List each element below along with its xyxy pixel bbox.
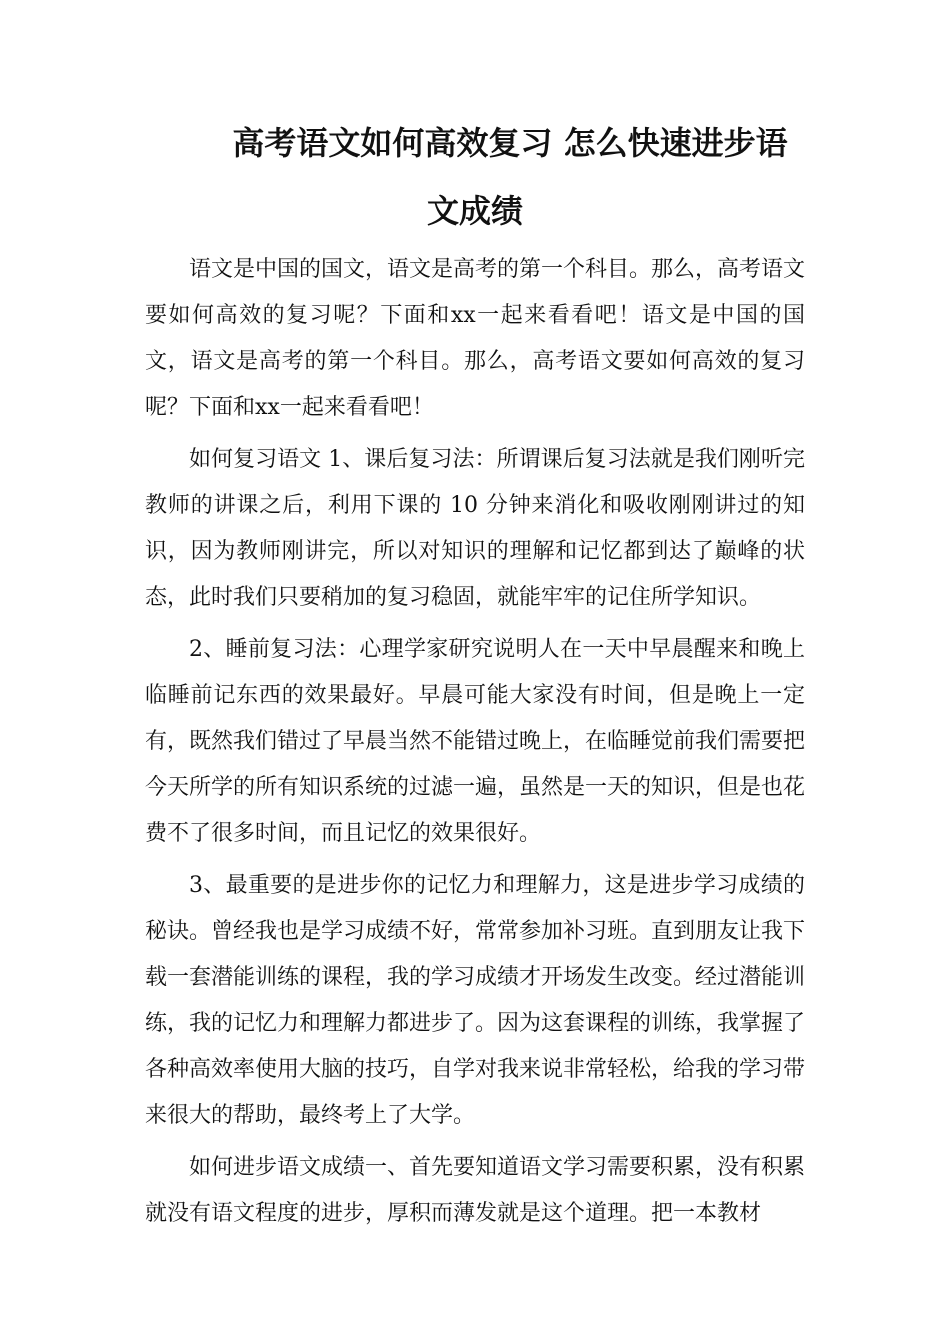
document-title-line-1: 高考语文如何高效复习 怎么快速进步语 <box>232 124 788 162</box>
document-title-line-2: 文成绩 <box>426 192 523 230</box>
paragraph-method-1: 如何复习语文 1、课后复习法：所谓课后复习法就是我们刚听完教师的讲课之后，利用下课的 10 分钟来消化和吸收刚刚讲过的知识，因为教师刚讲完，所以对知识的理解和记忆都到达了巅峰的状态，此时我们只要稍加的复习稳固，就能牢牢的记住所学知识。 <box>145 447 805 610</box>
paragraph-method-3: 3、最重要的是进步你的记忆力和理解力，这是进步学习成绩的秘诀。曾经我也是学习成绩不好，常常参加补习班。直到朋友让我下载一套潜能训练的课程，我的学习成绩才开场发生改变。经过潜能训练，我的记忆力和理解力都进步了。因为这套课程的训练，我掌握了各种高效率使用大脑的技巧，自学对我来说非常轻松，给我的学习带来很大的帮助，最终考上了大学。 <box>145 873 806 1128</box>
paragraph-intro: 语文是中国的国文，语文是高考的第一个科目。那么，高考语文要如何高效的复习呢？下面和xx一起来看看吧！语文是中国的国文，语文是高考的第一个科目。那么，高考语文要如何高效的复习呢？下面和xx一起来看看吧！ <box>145 257 806 420</box>
paragraph-improve-1: 如何进步语文成绩一、首先要知道语文学习需要积累，没有积累就没有语文程度的进步，厚积而薄发就是这个道理。把一本教材 <box>145 1155 806 1226</box>
paragraph-method-2: 2、睡前复习法：心理学家研究说明人在一天中早晨醒来和晚上临睡前记东西的效果最好。早晨可能大家没有时间，但是晚上一定有，既然我们错过了早晨当然不能错过晚上，在临睡觉前我们需要把今天所学的所有知识系统的过滤一遍，虽然是一天的知识，但是也花费不了很多时间，而且记忆的效果很好。 <box>145 637 806 846</box>
document-body <box>145 247 805 1243</box>
